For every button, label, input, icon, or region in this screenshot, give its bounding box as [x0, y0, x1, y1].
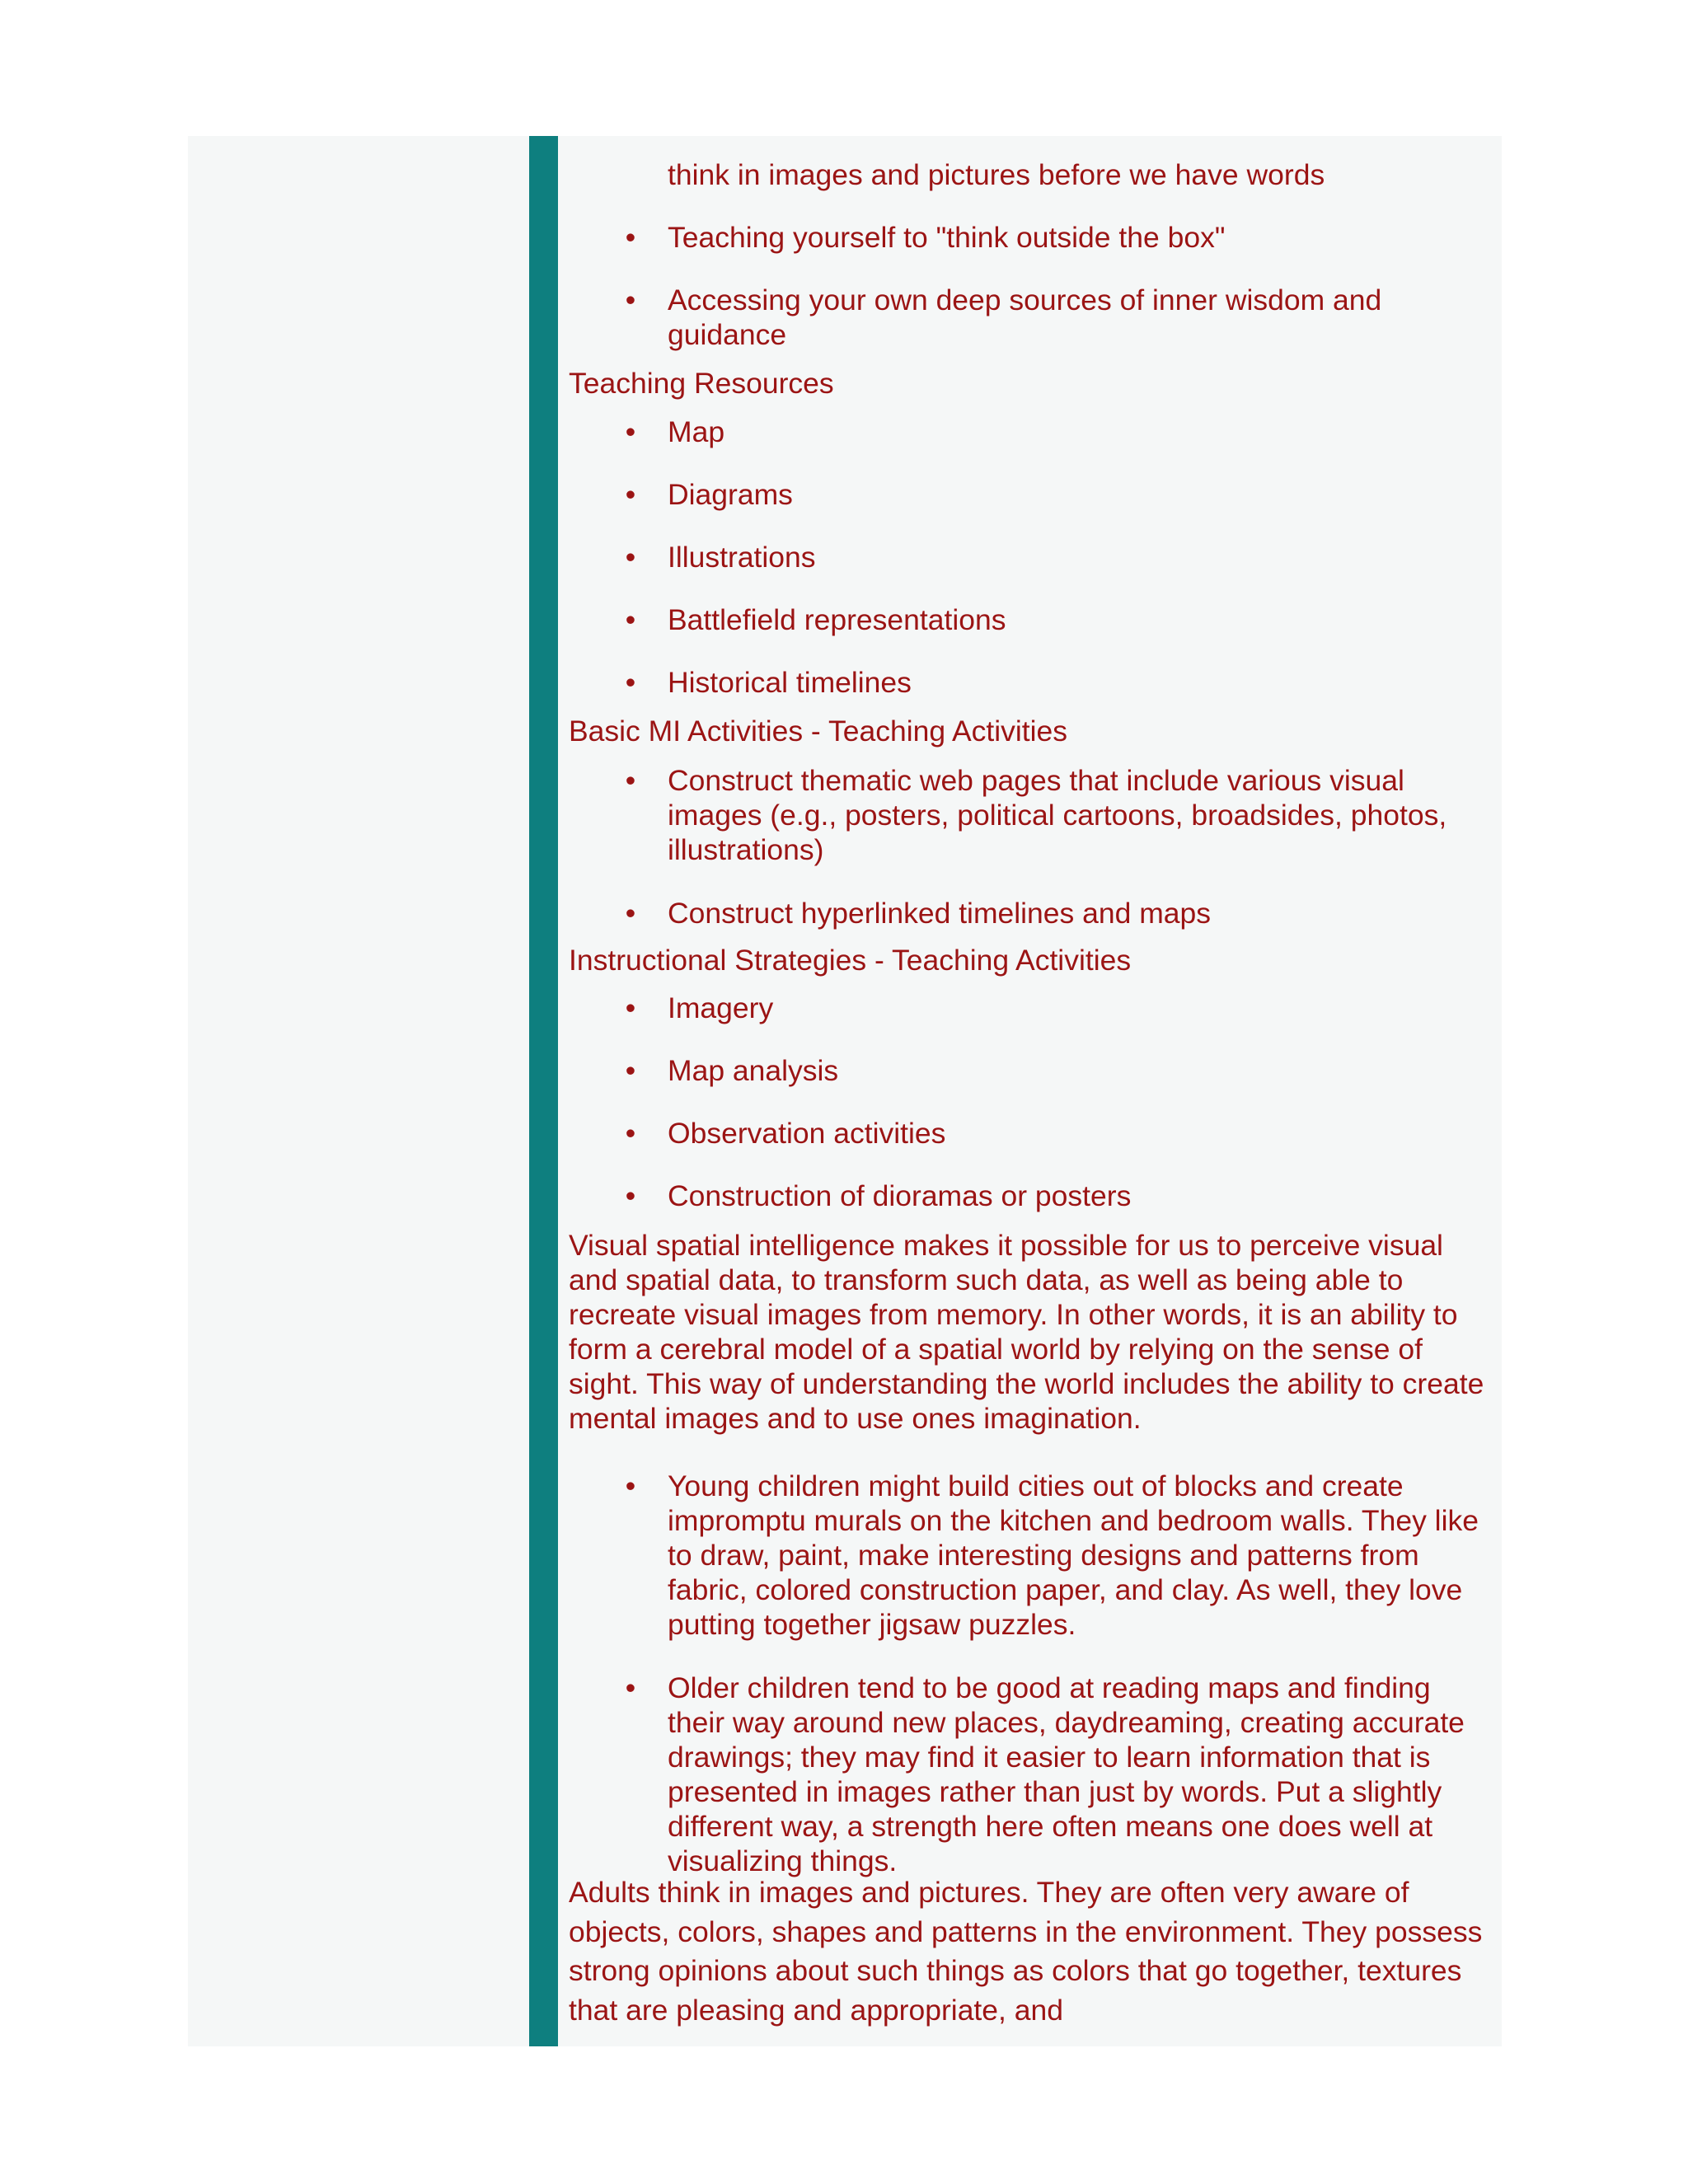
bullet-icon: • — [625, 284, 636, 316]
list-item-text: Construct hyperlinked timelines and maps — [668, 897, 1212, 930]
bullet-icon: • — [625, 415, 636, 448]
bullet-icon: • — [625, 1117, 636, 1150]
bullet-icon: • — [625, 1469, 636, 1502]
accent-bar — [529, 136, 558, 2046]
list-item-text: Observation activities — [668, 1117, 946, 1150]
list-item-text: Historical timelines — [668, 666, 912, 699]
section-heading-instructional-strategies: Instructional Strategies - Teaching Activities — [569, 944, 1132, 977]
bullet-icon: • — [625, 221, 636, 254]
bullet-icon: • — [625, 764, 636, 797]
list-item-text: Older children tend to be good at reading maps and finding their way around new places, daydreaming, creating accurate drawings; they may find it easier to learn information that is presented in images rather than just by words. Put a slightly different way, a strength here often means one does well at visualizing things. — [668, 1671, 1465, 1877]
continuation-text: think in images and pictures before we have words — [668, 158, 1325, 191]
bullet-icon: • — [625, 1179, 636, 1212]
bullet-icon: • — [625, 541, 636, 574]
list-item-text: Construction of dioramas or posters — [668, 1179, 1132, 1212]
bullet-icon: • — [625, 1671, 636, 1704]
section-heading-basic-mi: Basic MI Activities - Teaching Activities — [569, 715, 1068, 748]
bullet-icon: • — [625, 991, 636, 1024]
bullet-icon: • — [625, 478, 636, 511]
list-item-text: Diagrams — [668, 478, 793, 511]
list-item-text: Imagery — [668, 991, 774, 1024]
document-body — [569, 136, 1493, 2046]
list-item-text: Young children might build cities out of blocks and create impromptu murals on the kitchen and bedroom walls. They like to draw, paint, make interesting designs and patterns from fabric, colored construction paper, and clay. As well, they love putting together jigsaw puzzles. — [668, 1469, 1479, 1641]
list-item-text: Accessing your own deep sources of inner wisdom and guidance — [668, 284, 1382, 351]
adults-paragraph: Adults think in images and pictures. They are often very aware of objects, colors, shapes and patterns in the environment. They possess strong opinions about such things as colors that go together, textures that are pleasing and appropriate, and — [569, 1876, 1483, 2027]
list-item-text: Teaching yourself to "think outside the box" — [668, 221, 1226, 254]
list-item-text: Illustrations — [668, 541, 816, 574]
bullet-icon: • — [625, 603, 636, 636]
section-heading-teaching-resources: Teaching Resources — [569, 367, 834, 400]
bullet-icon: • — [625, 1054, 636, 1087]
list-item-text: Map — [668, 415, 725, 448]
bullet-icon: • — [625, 666, 636, 699]
list-item-text: Battlefield representations — [668, 603, 1006, 636]
visual-spatial-paragraph: Visual spatial intelligence makes it possible for us to perceive visual and spatial data, to transform such data, as well as being able to recreate visual images from memory. In other words, it is an ability to form a cerebral model of a spatial world by relying on the sense of sight. This way of understanding the world includes the ability to create mental images and to use ones imagination. — [569, 1229, 1484, 1435]
list-item-text: Map analysis — [668, 1054, 839, 1087]
bullet-icon: • — [625, 897, 636, 930]
list-item-text: Construct thematic web pages that include various visual images (e.g., posters, political cartoons, broadsides, photos, illustrations) — [668, 764, 1447, 866]
